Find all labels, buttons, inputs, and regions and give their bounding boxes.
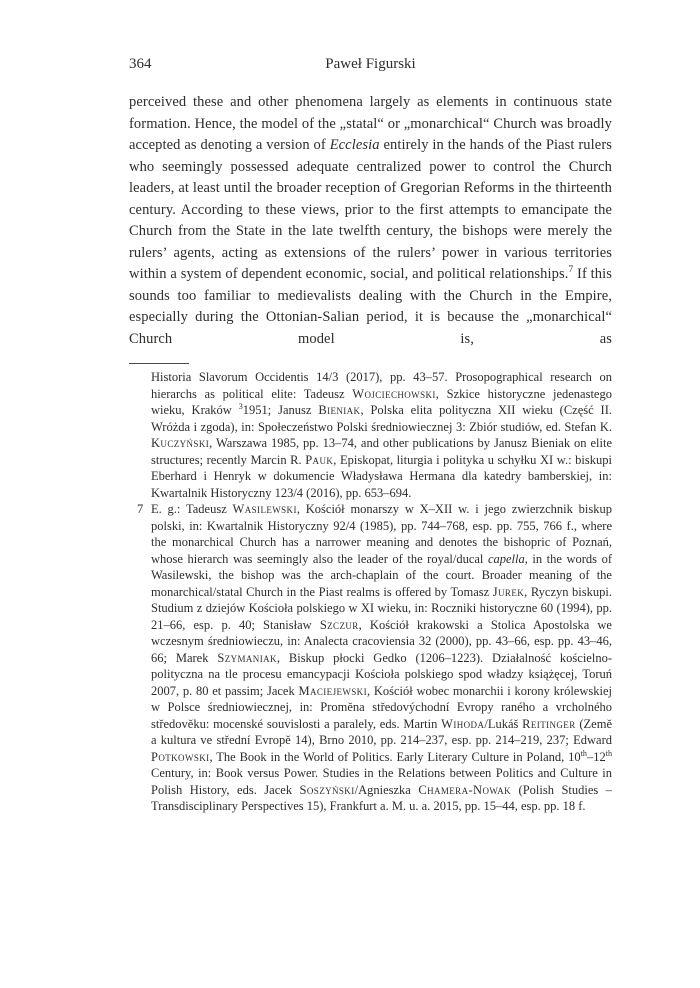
- page-header: [129, 56, 612, 72]
- running-head-author: Paweł Figurski: [325, 56, 416, 72]
- footnote-block: [137, 369, 613, 815]
- footnote-separator-rule: [129, 363, 189, 364]
- main-text-paragraph: perceived these and other phenomena largely as elements in continuous state formation. Hence, the model of the „statal“ or „monarchical“ Church was broadly accepted as denoting a version of Ecclesia entirely in the hands of the Piast rulers who seemingly possessed adequate centralized power to control the Church leaders, at least until the broader reception of Gregorian Reforms in the thirteenth century. According to these views, prior to the first attempts to emancipate the Church from the State in the late twelfth century, the bishops were merely the rulers’ agents, acting as extensions of the rulers’ power in various territories within a system of dependent economic, social, and political relationships.$^7$ If this sounds too familiar to medievalists dealing with the Church in the Empire, especially during the Ottonian-Salian period, it is because the „monarchical“ Church model is, as: [129, 94, 612, 347]
- footnote-text: E. g.: Tadeusz Wasilewski, Kościół monarszy w X–XII w. i jego zwierzchnik biskup polski, in: Kwartalnik Historyczny 92/4 (1985), pp. 744–768, esp. pp. 755, 766 f., where the monarchical Church has a narrower meaning and denotes the bishopric of Poznań, whose hierarch was seemingly also the leader of the royal/ducal capella, in the words of Wasilewski, the bishop was the arch-chaplain of the court. Broader meaning of the monarchical/statal Church in the Piast realms is offered by Tomasz Jurek, Ryczyn biskupi. Studium z dziejów Kościoła polskiego w XI wieku, in: Roczniki historyczne 60 (1994), pp. 21–66, esp. p. 40; Stanisław Szczur, Kościół krakowski a Stolica Apostolska we wczesnym średniowieczu, in: Analecta cracoviensia 32 (2000), pp. 43–66, esp. pp. 43–46, 66; Marek Szymaniak, Biskup płocki Gedko (1206–1223). Działalność kościelno-polityczna na tle procesu emancypacji Kościoła polskiego spod władzy książęcej, Toruń 2007, p. 80 et passim; Jacek Maciejewski, Kościół wobec monarchii i korony królewskiej w Polsce średniowiecznej, in: Proměna středovýchodní Evropy raného a vrcholného středověku: mocenské souvislosti a paralely, eds. Martin Wihoda/Lukáš Reitinger (Země a kultura ve střední Evropě 14), Brno 2010, pp. 214–237, esp. pp. 214–219, 237; Edward Potkowski, The Book in the World of Politics. Early Literary Culture in Poland, 10th–12th Century, in: Book versus Power. Studies in the Relations between Politics and Culture in Polish History, eds. Jacek Soszyński/Agnieszka Chamera-Nowak (Polish Studies – Transdisciplinary Perspectives 15), Frankfurt a. M. u. a. 2015, pp. 15–44, esp. pp. 18 f.: [151, 502, 613, 813]
- footnote-number: 7: [137, 502, 144, 516]
- footnote-7: [137, 501, 613, 815]
- page-number: 364: [129, 56, 152, 72]
- footnote-continuation: Historia Slavorum Occidentis 14/3 (2017), pp. 43–57. Prosopographical research on hierarchs as political elite: Tadeusz Wojciechowski, Szkice historyczne jedenastego wieku, Kraków $^3$1951; Janusz Bieniak, Polska elita polityczna XII wieku (Część II. Wróżda i zgoda), in: Społeczeństwo Polski średniowiecznej 3: Zbiór studiów, ed. Stefan K. Kuczyński, Warszawa 1985, pp. 13–74, and other publications by Janusz Bieniak on elite structures; recently Marcin R. Pauk, Episkopat, liturgia i polityka u schyłku XI w.: biskupi Eberhard i Henryk w dokumencie Władysława Hermana dla katedry bamberskiej, in: Kwartalnik Historyczny 123/4 (2016), pp. 653–694.: [151, 370, 612, 500]
